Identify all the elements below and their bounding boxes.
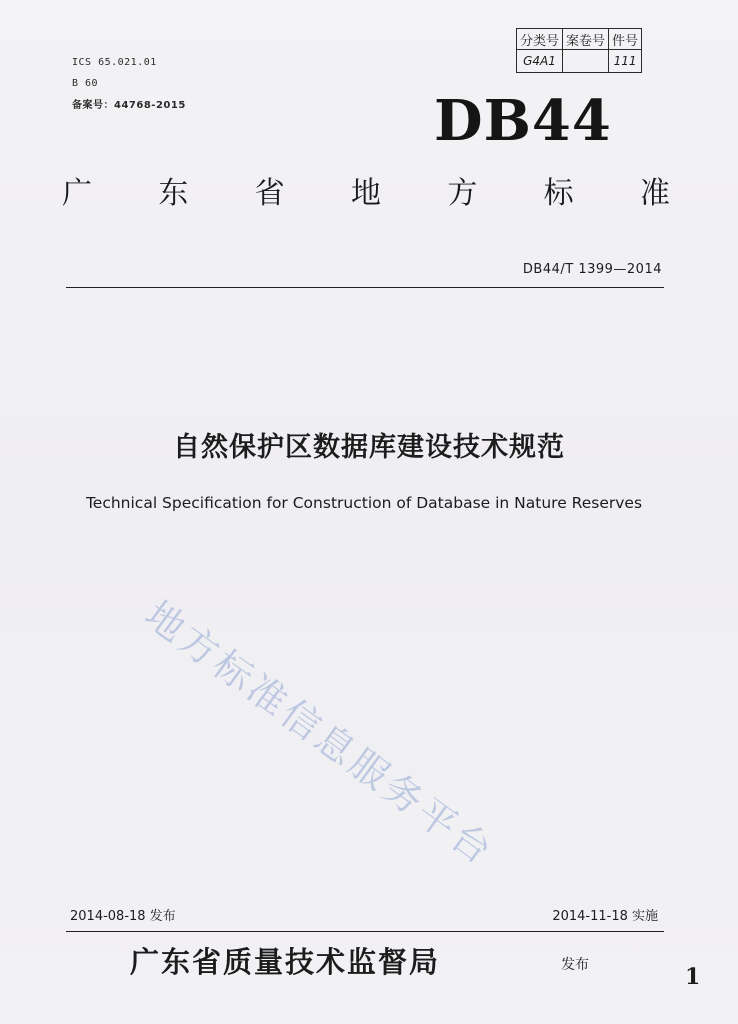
stamp-header-file: 案卷号: [563, 29, 609, 50]
standard-type-char: 标: [543, 176, 574, 211]
standard-type-char: 省: [254, 176, 285, 211]
stamp-value-category: G4A1: [517, 50, 563, 73]
watermark-text: 地方标准信息服务平台: [136, 592, 503, 875]
bottom-divider: [66, 931, 664, 932]
classification-code: B 60: [72, 78, 99, 89]
standard-code-logo: DB44: [434, 88, 612, 154]
effective-date: 2014-11-18 实施: [552, 909, 658, 924]
standard-type-char: 准: [639, 176, 670, 211]
issuing-authority: 广东省质量技术监督局: [130, 945, 441, 979]
stamp-value-file: [563, 50, 609, 73]
standard-type-char: 广: [62, 176, 92, 211]
publish-date: 2014-08-18 发布: [70, 909, 176, 924]
standard-type-char: 地: [350, 176, 381, 211]
standard-type-title: [62, 168, 670, 212]
archive-stamp-table: [516, 28, 642, 73]
document-title-cn: 自然保护区数据库建设技术规范: [173, 432, 565, 463]
ics-code: ICS 65.021.01: [72, 57, 157, 68]
top-divider: [66, 287, 664, 288]
document-title-en: Technical Specification for Construction of Database in Nature Reserves: [85, 494, 643, 512]
page-number: 1: [685, 964, 701, 990]
stamp-header-item: 件号: [609, 29, 642, 50]
standard-number: DB44/T 1399—2014: [522, 262, 662, 277]
record-number: 备案号：44768-2015: [72, 100, 186, 111]
standard-type-char: 方: [447, 176, 478, 211]
issue-label: 发布: [561, 957, 589, 973]
stamp-header-category: 分类号: [517, 29, 563, 50]
stamp-value-item: 111: [609, 50, 642, 73]
standard-type-char: 东: [158, 176, 189, 211]
